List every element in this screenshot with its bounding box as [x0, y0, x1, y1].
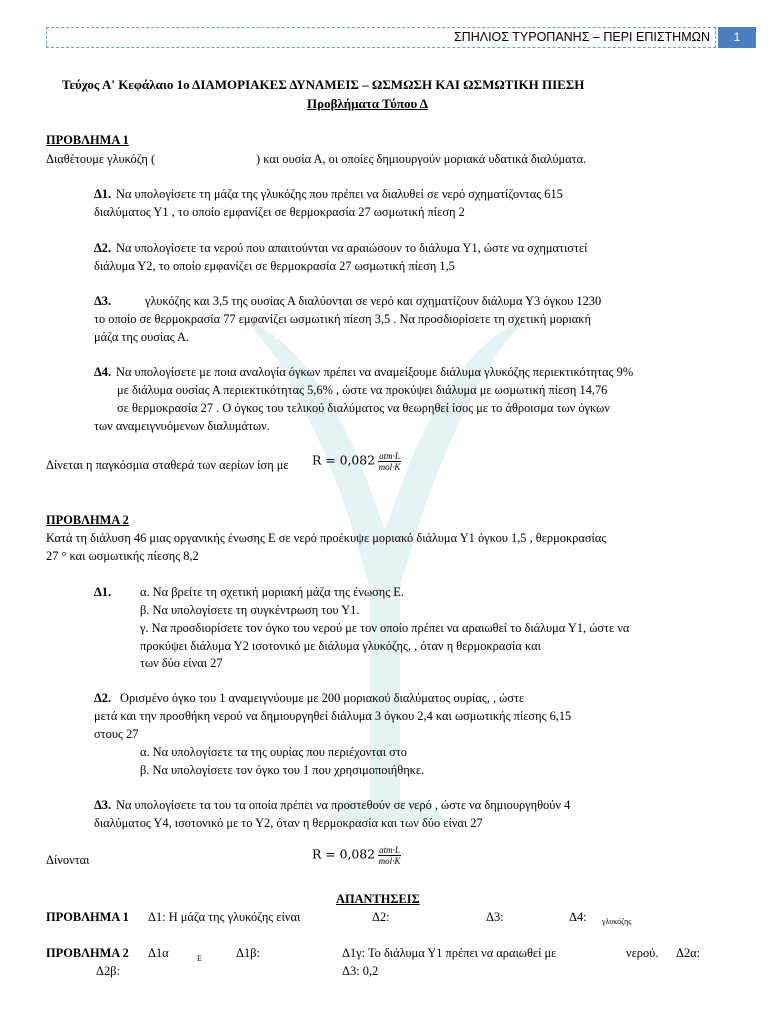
p2-r-units	[378, 845, 401, 866]
answers-p1-d4: Δ4:	[569, 910, 587, 924]
p2-d2-line3: στους 27	[94, 727, 139, 741]
answers-p1-label: ΠΡΟΒΛΗΜΑ 1	[46, 910, 129, 924]
answers-p2-d1a: Δ1α	[148, 946, 169, 960]
p2-d2-line1: Ορισμένο όγκο του 1 αναμειγνύουμε με 200 μοριακού διαλύματος ουρίας, , ώστε	[120, 691, 525, 705]
answers-heading: ΑΠΑΝΤΗΣΕΙΣ	[336, 892, 420, 906]
p2-d1-c-line3: των δύο είναι 27	[140, 656, 223, 670]
p1-d2-line1: Να υπολογίσετε τα νερού που απαιτούνται να αραιώσουν το διάλυμα Υ1, ώστε να σχηματιστεί	[116, 241, 588, 255]
answers-p1-d1: Δ1: Η μάζα της γλυκόζης είναι	[148, 910, 301, 924]
p1-d3-line1: γλυκόζης και 3,5 της ουσίας Α διαλύονται σε νερό και σχηματίζουν διάλυμα Υ3 όγκου 1230	[145, 294, 602, 308]
p2-gas-constant	[312, 845, 401, 866]
p2-d1-a: α. Να βρείτε τη σχετική μοριακή μάζα της ένωσης Ε.	[140, 585, 404, 599]
answers-p1-d3: Δ3:	[486, 910, 504, 924]
p1-d1-label: Δ1.	[94, 187, 112, 201]
problem-2-intro-line2: 27 ° και ωσμωτικής πίεσης 8,2	[46, 549, 199, 563]
p1-r-units	[378, 451, 401, 472]
answers-p2-d1a-note: Ε	[197, 954, 202, 963]
p1-d3-line3: μάζα της ουσίας Α.	[94, 330, 190, 344]
p2-d3-line1: Να υπολογίσετε τα του τα οποία πρέπει να προστεθούν σε νερό , ώστε να δημιουργηθούν 4	[116, 798, 571, 812]
p2-d3-line2: διαλύματος Υ4, ισοτονικό με το Υ2, όταν η θερμοκρασία και των δύο είναι 27	[94, 816, 483, 830]
problem-1-intro-b: ) και ουσία Α, οι οποίες δημιουργούν μοριακά υδατικά διαλύματα.	[256, 152, 587, 166]
p1-d4-line1: Να υπολογίσετε με ποια αναλογία όγκων πρέπει να αναμείξουμε διάλυμα γλυκόζης περιεκτικότητας 9%	[116, 365, 634, 379]
p1-d1-line1: Να υπολογίσετε τη μάζα της γλυκόζης που πρέπει να διαλυθεί σε νερό σχηματίζοντας 615	[116, 187, 563, 201]
p2-given-text: Δίνονται	[46, 853, 90, 867]
p1-d4-label: Δ4.	[94, 365, 112, 379]
problem-1-heading: ΠΡΟΒΛΗΜΑ 1	[46, 133, 129, 147]
page-subtitle: Προβλήματα Τύπου Δ	[307, 96, 428, 111]
p2-r-units-den: mol·K	[378, 856, 401, 866]
p1-d1-line2: διαλύματος Υ1 , το οποίο εμφανίζει σε θερμοκρασία 27 ωσμωτική πίεση 2	[94, 205, 465, 219]
p2-d1-c-line1: γ. Να προσδιορίσετε τον όγκο του νερού με τον οποίο πρέπει να αραιωθεί το διάλυμα Υ1, ώστε να	[140, 621, 630, 635]
p2-d1-label: Δ1.	[94, 585, 112, 599]
p2-d2-a: α. Να υπολογίσετε τα της ουρίας που περιέχονται στο	[140, 745, 408, 759]
answers-p2-d1c-end: νερού.	[626, 946, 659, 960]
p1-d2-line2: διάλυμα Υ2, το οποίο εμφανίζει σε θερμοκρασία 27 ωσμωτική πίεση 1,5	[94, 259, 455, 273]
p2-r-value: R = 0,082	[312, 846, 376, 862]
problem-2-intro-line1: Κατά τη διάλυση 46 μιας οργανικής ένωσης Ε σε νερό προέκυψε μοριακό διάλυμα Υ1 όγκου 1,5 , θερμοκρασίας	[46, 531, 607, 545]
header-title: ΣΠΗΛΙΟΣ ΤΥΡΟΠΑΝΗΣ – ΠΕΡΙ ΕΠΙΣΤΗΜΩΝ	[453, 30, 710, 44]
answers-p1-d4-note: γλυκόζης	[602, 917, 632, 926]
problem-1-intro-a: Διαθέτουμε γλυκόζη (	[46, 152, 156, 166]
page-title: Τεύχος Α' Κεφάλαιο 1ο ΔΙΑΜΟΡΙΑΚΕΣ ΔΥΝΑΜΕΙΣ – ΩΣΜΩΣΗ ΚΑΙ ΩΣΜΩΤΙΚΗ ΠΙΕΣΗ	[62, 77, 585, 92]
answers-p2-label: ΠΡΟΒΛΗΜΑ 2	[46, 946, 129, 960]
p1-r-value: R = 0,082	[312, 452, 376, 468]
p1-d2-label: Δ2.	[94, 241, 112, 255]
p1-r-units-num: atm·L	[379, 451, 400, 461]
p2-d1-b: β. Να υπολογίσετε τη συγκέντρωση του Υ1.	[140, 603, 360, 617]
answers-p2-d3: Δ3: 0,2	[342, 964, 379, 978]
p1-d4-line3: σε θερμοκρασία 27 . Ο όγκος του τελικού διαλύματος να θεωρηθεί ίσος με το άθροισμα των όγκων	[117, 401, 610, 415]
p1-given-text: Δίνεται η παγκόσμια σταθερά των αερίων ίση με	[46, 458, 289, 472]
page-number-badge: 1	[718, 27, 756, 48]
answers-p2-d2a: Δ2α:	[676, 946, 701, 960]
problem-2-heading: ΠΡΟΒΛΗΜΑ 2	[46, 513, 129, 527]
p2-r-units-num: atm·L	[379, 845, 400, 855]
answers-p2-d2b: Δ2β:	[96, 964, 120, 978]
p1-d3-line2: το οποίο σε θερμοκρασία 77 εμφανίζει ωσμωτική πίεση 3,5 . Να προσδιορίσετε τη σχετική μοριακή	[94, 312, 592, 326]
p1-gas-constant	[312, 451, 401, 472]
p1-d3-label: Δ3.	[94, 294, 112, 308]
answers-p1-d2: Δ2:	[372, 910, 390, 924]
answers-p2-d1c: Δ1γ: Το διάλυμα Υ1 πρέπει να αραιωθεί με	[342, 946, 557, 960]
p1-d4-line4: των αναμειγνυόμενων διαλυμάτων.	[94, 419, 270, 433]
p2-d3-label: Δ3.	[94, 798, 112, 812]
p1-d4-line2: με διάλυμα ουσίας Α περιεκτικότητας 5,6% , ώστε να προκύψει διάλυμα με ωσμωτική πίεση 14,76	[117, 383, 608, 397]
p2-d2-b: β. Να υπολογίσετε τον όγκο του 1 που χρησιμοποιήθηκε.	[140, 763, 425, 777]
p2-d1-c-line2: προκύψει διάλυμα Υ2 ισοτονικό με διάλυμα γλυκόζης, , όταν η θερμοκρασία και	[140, 639, 541, 653]
answers-p2-d1b: Δ1β:	[236, 946, 260, 960]
p1-r-units-den: mol·K	[378, 462, 401, 472]
p2-d2-line2: μετά και την προσθήκη νερού να δημιουργηθεί διάλυμα 3 όγκου 2,4 και ωσμωτικής πίεσης 6,15	[94, 709, 572, 723]
p2-d2-label: Δ2.	[94, 691, 112, 705]
